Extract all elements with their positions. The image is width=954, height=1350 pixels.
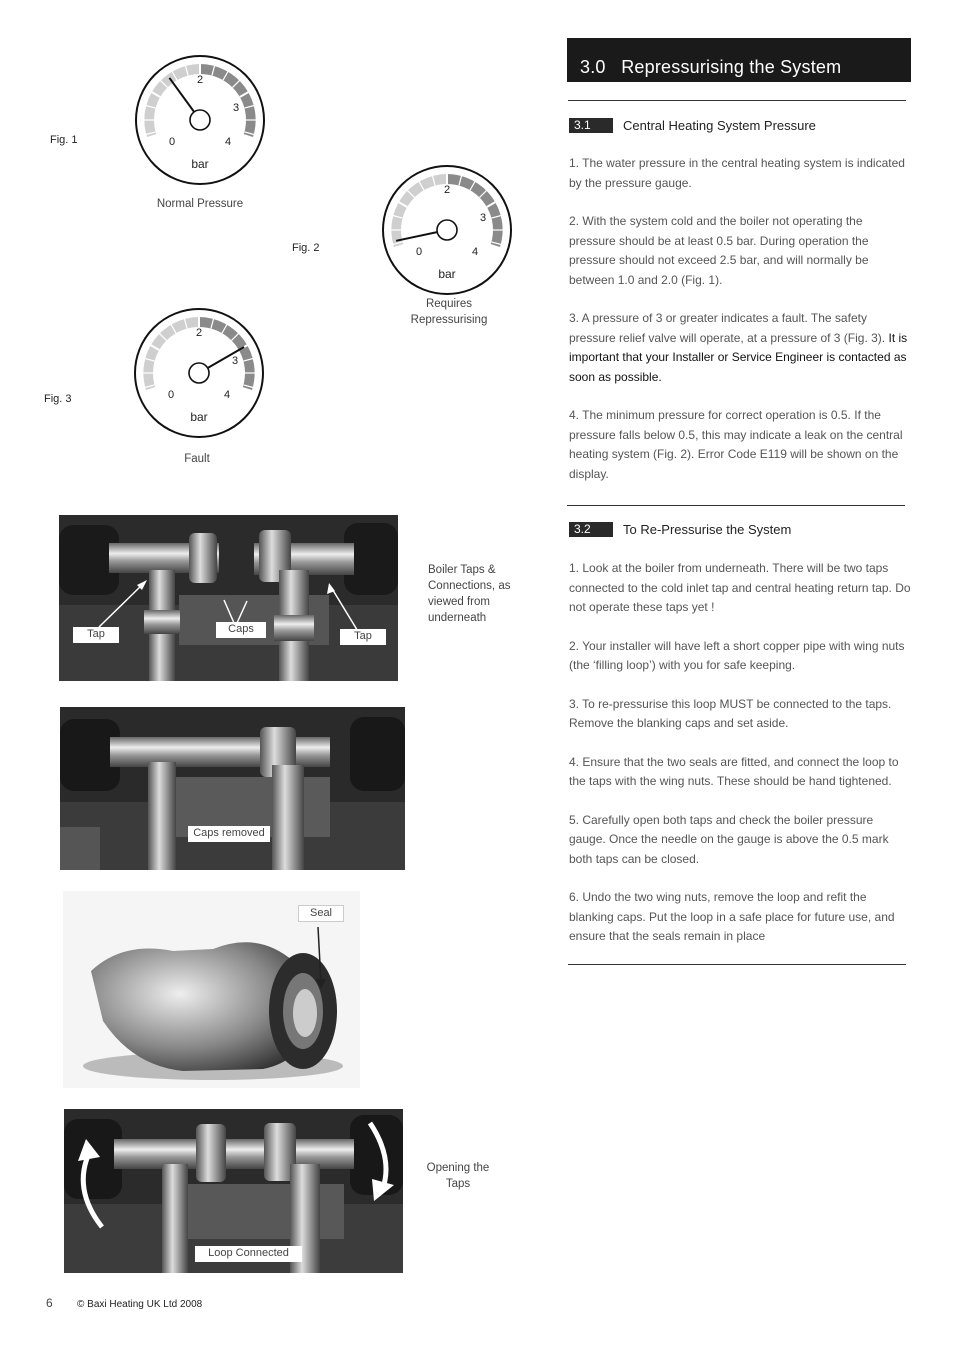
photo-seal [63,891,360,1088]
photo4-caption-line: Taps [445,1178,471,1190]
gauge-tick-label: 1 [157,347,167,364]
photo4-caption-line: Opening the [426,1162,490,1174]
gauge-tick-label: 3 [231,355,239,367]
section1-p3 [569,309,911,387]
gauge-tick-label: 2 [443,184,451,196]
fig2-caption [389,296,509,328]
gauge-tick-label: 3 [232,102,240,114]
section1-p1: 1. The water pressure in the central heating system is indicated by the pressure gauge. [569,156,905,190]
gauge-unit-label: bar [191,157,209,171]
fig1-label: Fig. 1 [50,134,78,146]
gauge-hub [190,110,210,130]
tag-seal: Seal [298,905,344,922]
photo1-caption-line: Boiler Taps & [428,564,496,576]
photo4-caption [418,1160,498,1192]
divider [567,505,905,506]
divider [568,964,906,965]
section2-p2: 2. Your installer will have left a short copper pipe with wing nuts (the ‘filling loop’) with you for safe keeping. [569,638,905,672]
page-number: 6 [46,1296,53,1310]
section2-number: 3.2 [569,522,613,537]
gauge-fig1 [135,55,265,185]
section2-p1: 1. Look at the boiler from underneath. There will be two taps connected to the cold inlet tap and central heating return tap. Do not operate these taps yet ! [569,561,911,614]
section1-p4: 4. The minimum pressure for correct operation is 0.5. If the pressure falls below 0.5, this may indicate a leak on the central heating system (Fig. 2). Error Code E119 will be shown on the display. [569,408,903,481]
gauge-tick-label: 2 [196,74,204,86]
photo1-caption-line: underneath [428,612,487,624]
gauge-tick-label: 2 [195,327,203,339]
gauge-tick-label: 1 [158,94,168,111]
section2-p3: 3. To re-pressurise this loop MUST be connected to the taps. Remove the blanking caps and set aside. [569,696,892,730]
section1-p2: 2. With the system cold and the boiler not operating the pressure should be at least 0.5 bar. During operation the pressure should not exceed 2.5 bar, and will normally be between 1.0 and 2.0 (Fig. 1). [569,214,869,287]
section2-title: To Re-Pressurise the System [623,522,792,537]
section1-p3a: 3. A pressure of 3 or greater indicates a fault. The safety pressure relief valve will operate, at a pressure of 3 (Fig. 3). [569,311,886,345]
fig3-caption: Fault [184,453,210,465]
photo-boiler-taps [59,515,398,681]
gauge-tick-label: 4 [224,136,232,148]
gauge-fig2 [382,165,512,295]
tag-loop-connected: Loop Connected [195,1246,302,1262]
section2-p5: 5. Carefully open both taps and check the boiler pressure gauge. Once the needle on the gauge is above the 0.5 mark both taps can be closed. [569,812,889,866]
photo1-caption-line: Connections, as [428,580,511,592]
page-title: 3.0 Repressurising the System [580,57,842,77]
fig3-label: Fig. 3 [44,393,72,405]
gauge-tick-label: 3 [479,212,487,224]
tag-tap-left: Tap [73,627,119,643]
photo-caps-removed-drawing [60,707,405,870]
photo-caps-removed [60,707,405,870]
gauge-unit-label: bar [438,267,456,281]
divider [568,100,906,101]
photo1-caption-line: viewed from [428,596,490,608]
gauge-tick-label: 0 [167,389,175,401]
fig1-caption: Normal Pressure [156,198,244,210]
gauge-tick-label: 4 [471,246,479,258]
fig2-caption-line2: Repressurising [410,314,488,326]
fig2-caption-line1: Requires [425,298,473,310]
gauge-tick-label: 0 [415,246,423,258]
tag-caps: Caps [216,622,266,638]
section1-number: 3.1 [569,118,613,133]
gauge-tick-label: 1 [405,204,415,221]
section1-p3-important: It is important that your Installer or Service Engineer is contacted as soon as possible. [569,330,908,384]
tag-tap-right: Tap [340,629,386,645]
section2-p6: 6. Undo the two wing nuts, remove the loop and refit the blanking caps. Put the loop in a safe place for future use, and ensure that the seals remain in place [569,890,895,943]
gauge-tick-label: 0 [168,136,176,148]
photo-loop-connected [64,1109,403,1273]
section-header-bar [567,38,911,82]
section1-body [569,154,911,484]
gauge-hub [437,220,457,240]
tag-caps-removed: Caps removed [188,826,270,842]
gauge-tick-label: 4 [223,389,231,401]
photo1-caption [428,562,538,626]
gauge-hub [189,363,209,383]
section2-body [569,559,911,947]
fig2-label: Fig. 2 [292,242,320,254]
section2-p4: 4. Ensure that the two seals are fitted, and connect the loop to the taps with the wing nuts. These should be hand tightened. [569,754,899,788]
copyright: © Baxi Heating UK Ltd 2008 [77,1299,203,1310]
section1-title: Central Heating System Pressure [623,118,816,133]
gauge-fig3 [134,308,264,438]
gauge-unit-label: bar [190,410,208,424]
photo-boiler-taps-drawing [59,515,398,681]
